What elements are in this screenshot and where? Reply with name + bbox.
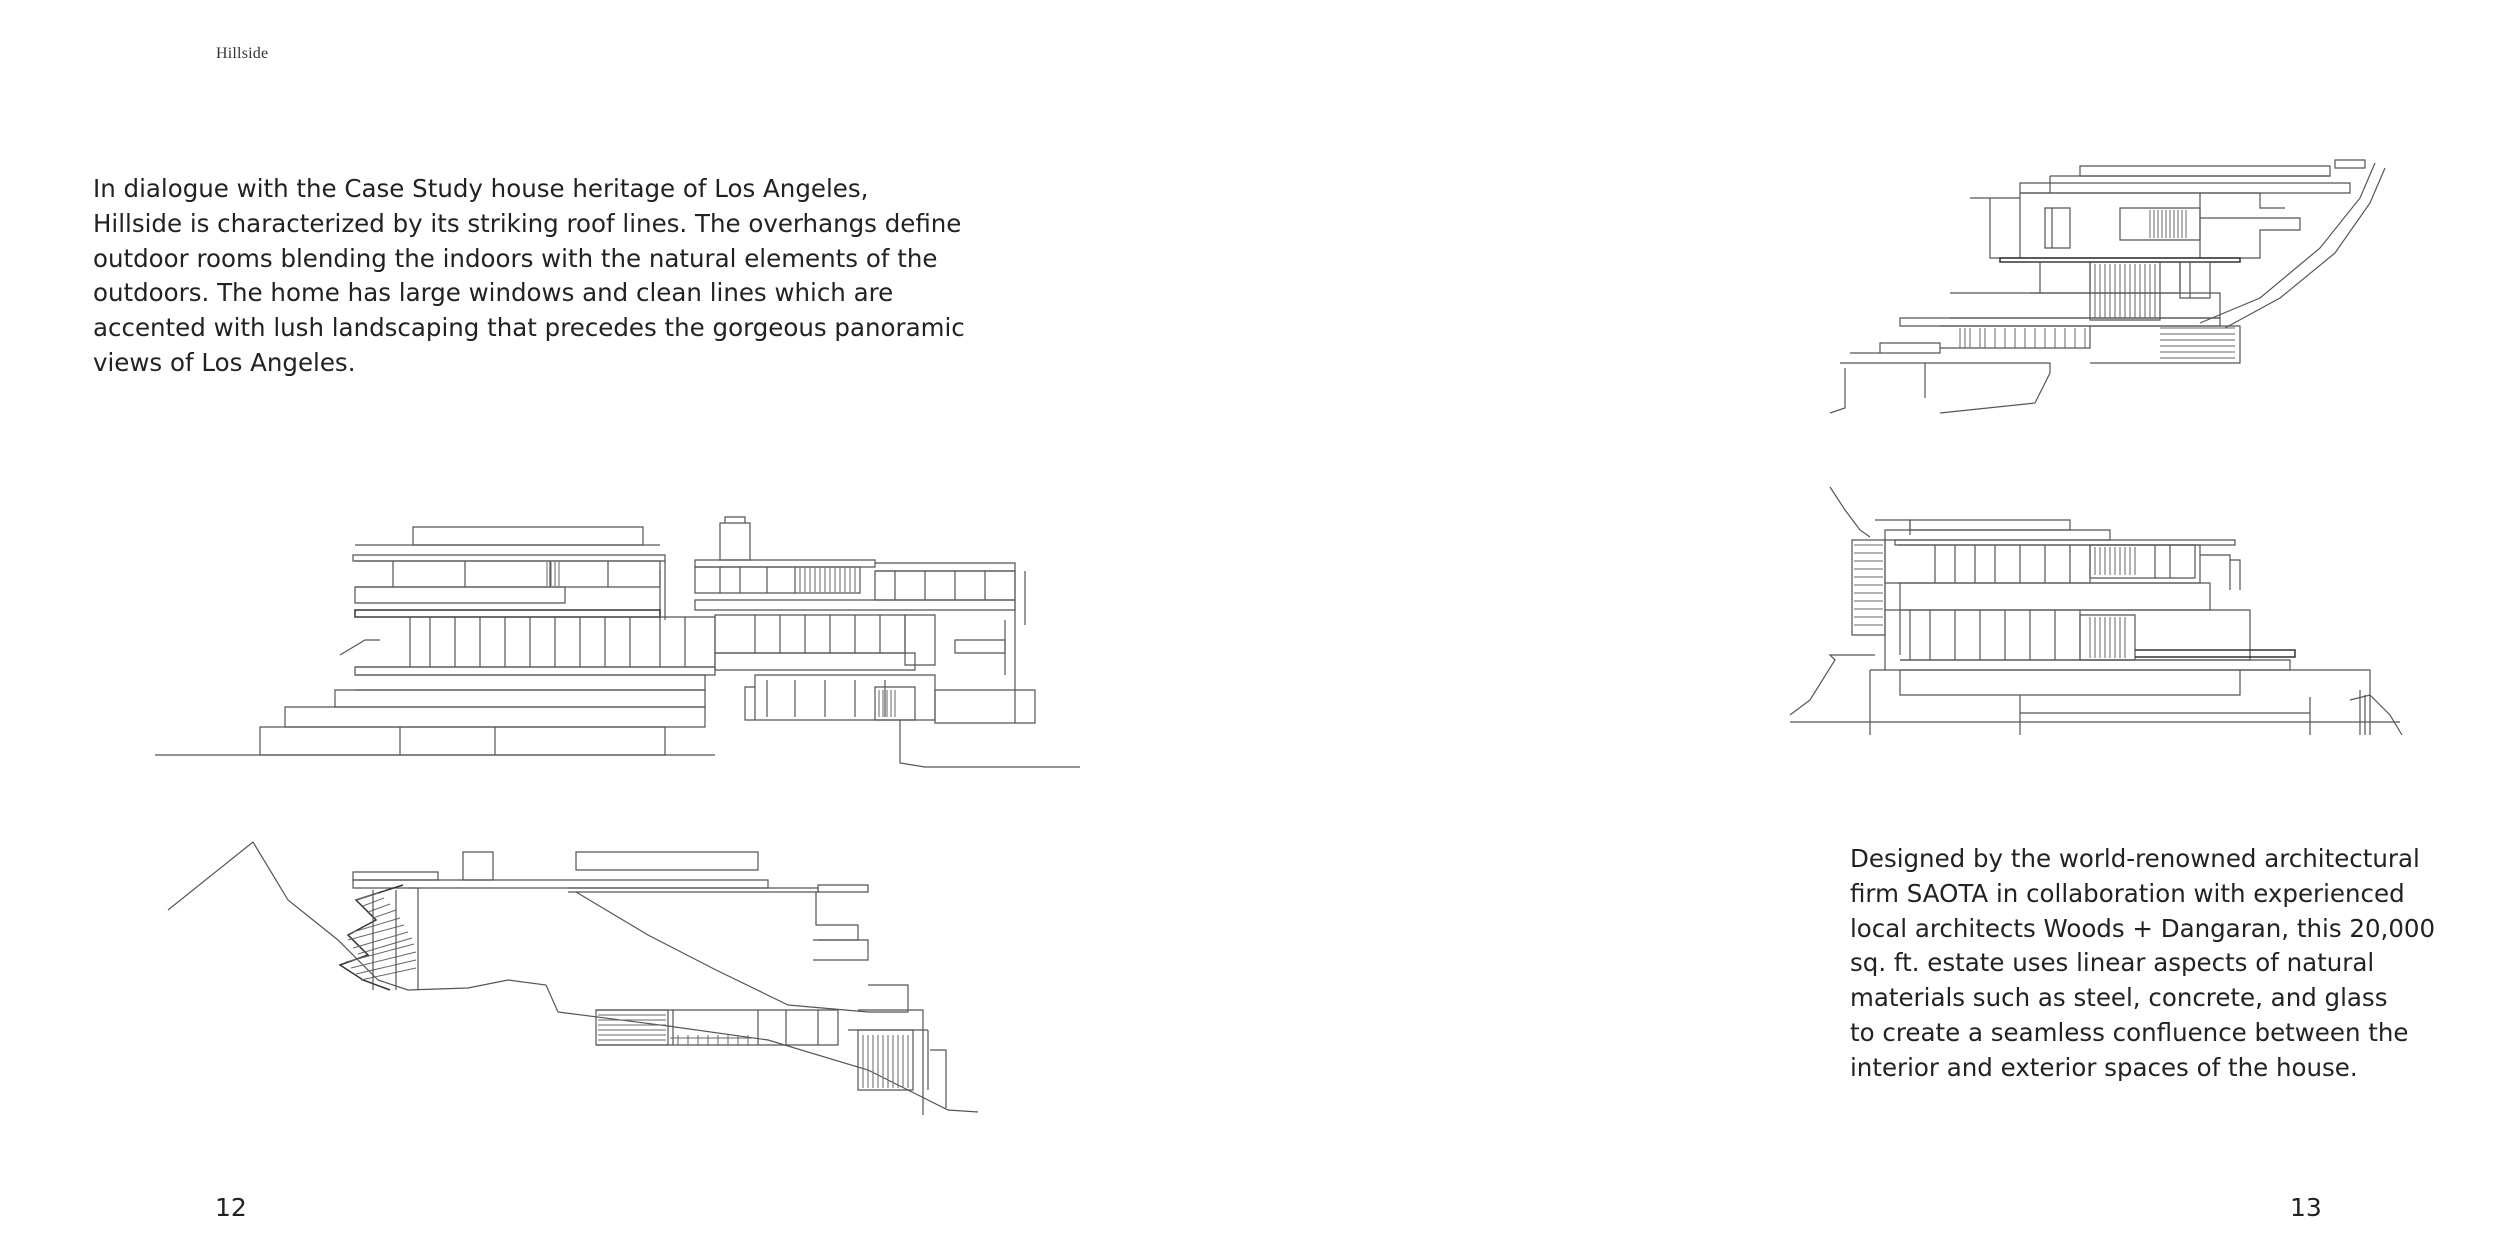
paragraph-line: In dialogue with the Case Study house heritage of Los Angeles, xyxy=(93,174,869,203)
paragraph-line: sq. ft. estate uses linear aspects of natural xyxy=(1850,948,2375,978)
paragraph-line: views of Los Angeles. xyxy=(93,347,356,377)
house-volumes xyxy=(353,852,908,1012)
hill-profile xyxy=(168,842,978,1112)
page-number-right: 13 xyxy=(2290,1193,2322,1222)
side-section-drawing xyxy=(168,840,993,1120)
paragraph-line: firm SAOTA in collaboration with experienced xyxy=(1850,878,2405,908)
intro-paragraph xyxy=(93,172,965,381)
upper-mass xyxy=(1970,160,2365,258)
running-head: Hillside xyxy=(216,45,269,62)
paragraph-line: interior and exterior spaces of the house. xyxy=(1850,1052,2358,1082)
lower-level xyxy=(596,1010,946,1115)
upper-elevation-drawing xyxy=(1820,158,2395,418)
paragraph-line: Hillside is characterized by its striking roof lines. The overhangs define xyxy=(93,208,962,238)
paragraph-line: outdoor rooms blending the indoors with the natural elements of the xyxy=(93,243,938,273)
terraces xyxy=(260,675,1035,755)
middle-level xyxy=(1950,258,2240,320)
plinth xyxy=(1870,670,2370,735)
front-elevation-drawing xyxy=(155,515,1080,770)
paragraph-line: Designed by the world-renowned architectural xyxy=(1850,844,2420,873)
architects-paragraph xyxy=(1850,842,2436,1086)
page-number-left: 12 xyxy=(215,1193,247,1222)
lower-level xyxy=(1830,318,2240,413)
paragraph-line: to create a seamless confluence between the xyxy=(1850,1017,2409,1047)
paragraph-line: accented with lush landscaping that precedes the gorgeous panoramic xyxy=(93,313,965,343)
left-tower xyxy=(1852,540,1900,670)
paragraph-line: local architects Woods + Dangaran, this 20,000 xyxy=(1850,913,2436,943)
lower-glazing xyxy=(1885,583,2295,670)
lower-storey xyxy=(340,610,1015,690)
roof-lines xyxy=(353,517,1015,571)
paragraph-line: outdoors. The home has large windows and clean lines which are xyxy=(93,278,894,308)
roof-and-upper xyxy=(1875,520,2240,590)
slope-lines xyxy=(2200,163,2385,328)
stair xyxy=(340,885,416,990)
lower-elevation-drawing xyxy=(1790,485,2405,740)
paragraph-line: materials such as steel, concrete, and glass xyxy=(1850,983,2388,1013)
